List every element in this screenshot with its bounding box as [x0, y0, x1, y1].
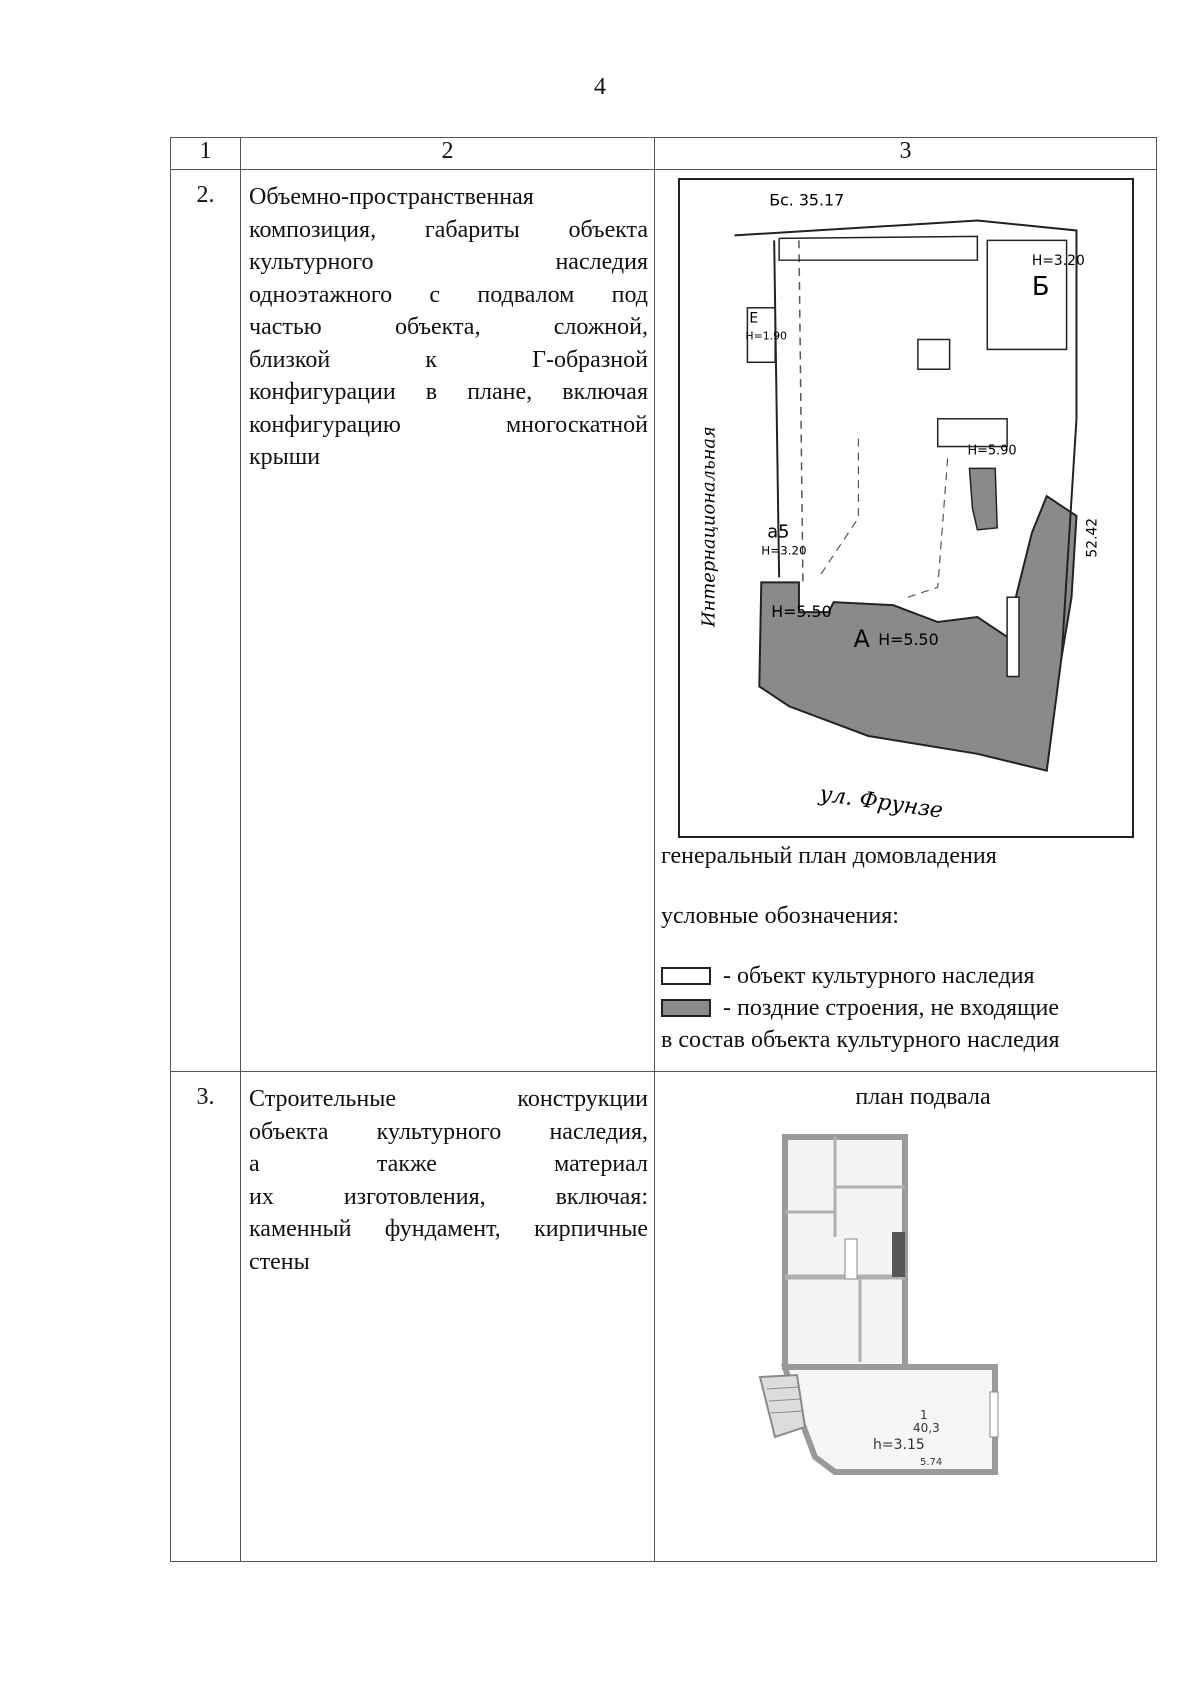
plan-label-street-bottom: ул. Фрунзе [817, 781, 945, 824]
page-number: 4 [594, 74, 606, 100]
column-header-3: 3 [655, 138, 1157, 170]
row-description [241, 1072, 655, 1562]
legend-item [655, 992, 1156, 1024]
column-header-1: 1 [171, 138, 241, 170]
plan-label-right-num: 52.42 [1084, 517, 1101, 558]
desc-line: объекта культурного наследия, [249, 1118, 648, 1145]
legend-continuation: в состав объекта культурного наследия [661, 1027, 1060, 1053]
legend-item [655, 960, 1156, 992]
monument-subject-table [170, 137, 1157, 1562]
row-illustration [655, 170, 1157, 1072]
plan-label-top: Бс. 35.17 [769, 190, 845, 210]
plan-label-a5-height: Н=3.20 [761, 543, 807, 558]
table-row [171, 1072, 1157, 1562]
desc-line: а также материал [249, 1151, 648, 1177]
plan-label-A: А [853, 624, 870, 653]
basement-dim: 5.74 [920, 1457, 943, 1468]
legend-text: - объект культурного наследия [723, 963, 1035, 989]
basement-room1-area: 40,3 [913, 1421, 940, 1435]
plan-label-B: Б [1031, 271, 1050, 302]
basement-plan-title: план подвала [855, 1084, 991, 1110]
desc-line: стены [249, 1248, 310, 1275]
plan-label-B-height: Н=3.20 [1031, 253, 1085, 270]
legend-swatch-grey [661, 999, 711, 1017]
legend-text: - поздние строения, не входящие [723, 995, 1059, 1021]
plan-label-a5: а5 [767, 521, 790, 543]
plan-label-A1-height: Н=5.90 [967, 443, 1017, 459]
site-plan-drawing [678, 178, 1134, 838]
plan-caption: генеральный план домовладения [661, 843, 997, 869]
basement-plan-drawing [755, 1127, 1075, 1527]
desc-line: крыши [249, 444, 321, 470]
plan-label-street-left: Интернациональная [698, 426, 720, 627]
legend-title: условные обозначения: [661, 903, 899, 929]
basement-height: h=3.15 [873, 1437, 925, 1453]
desc-line: культурного наследия [249, 249, 648, 275]
desc-line: их изготовления, включая: [249, 1183, 648, 1210]
desc-line: каменный фундамент, кирпичные [249, 1216, 648, 1242]
plan-label-E-height: Н=1.90 [745, 329, 787, 343]
desc-line: частью объекта, сложной, [249, 314, 648, 340]
desc-line: близкой к Г-образной [249, 346, 648, 373]
basement-room1: 1 [920, 1408, 928, 1422]
table-header-row [171, 138, 1157, 170]
plan-label-A-height: Н=5.50 [771, 602, 832, 622]
row-illustration [655, 1072, 1157, 1562]
row-number: 3. [171, 1072, 241, 1562]
column-header-2: 2 [241, 138, 655, 170]
desc-line: одноэтажного с подвалом под [249, 281, 648, 308]
desc-line: конфигурацию многоскатной [249, 411, 648, 438]
plan-label-E: Е [749, 310, 759, 327]
row-description [241, 170, 655, 1072]
desc-line: конфигурации в плане, включая [249, 379, 648, 405]
desc-line: Строительные конструкции [249, 1086, 648, 1112]
desc-line: Объемно-пространственная [249, 184, 534, 210]
row-number: 2. [171, 170, 241, 1072]
legend-swatch-white [661, 967, 711, 985]
desc-line: композиция, габариты объекта [249, 216, 648, 243]
plan-label-A-height-2: Н=5.50 [878, 629, 939, 649]
table-row [171, 170, 1157, 1072]
